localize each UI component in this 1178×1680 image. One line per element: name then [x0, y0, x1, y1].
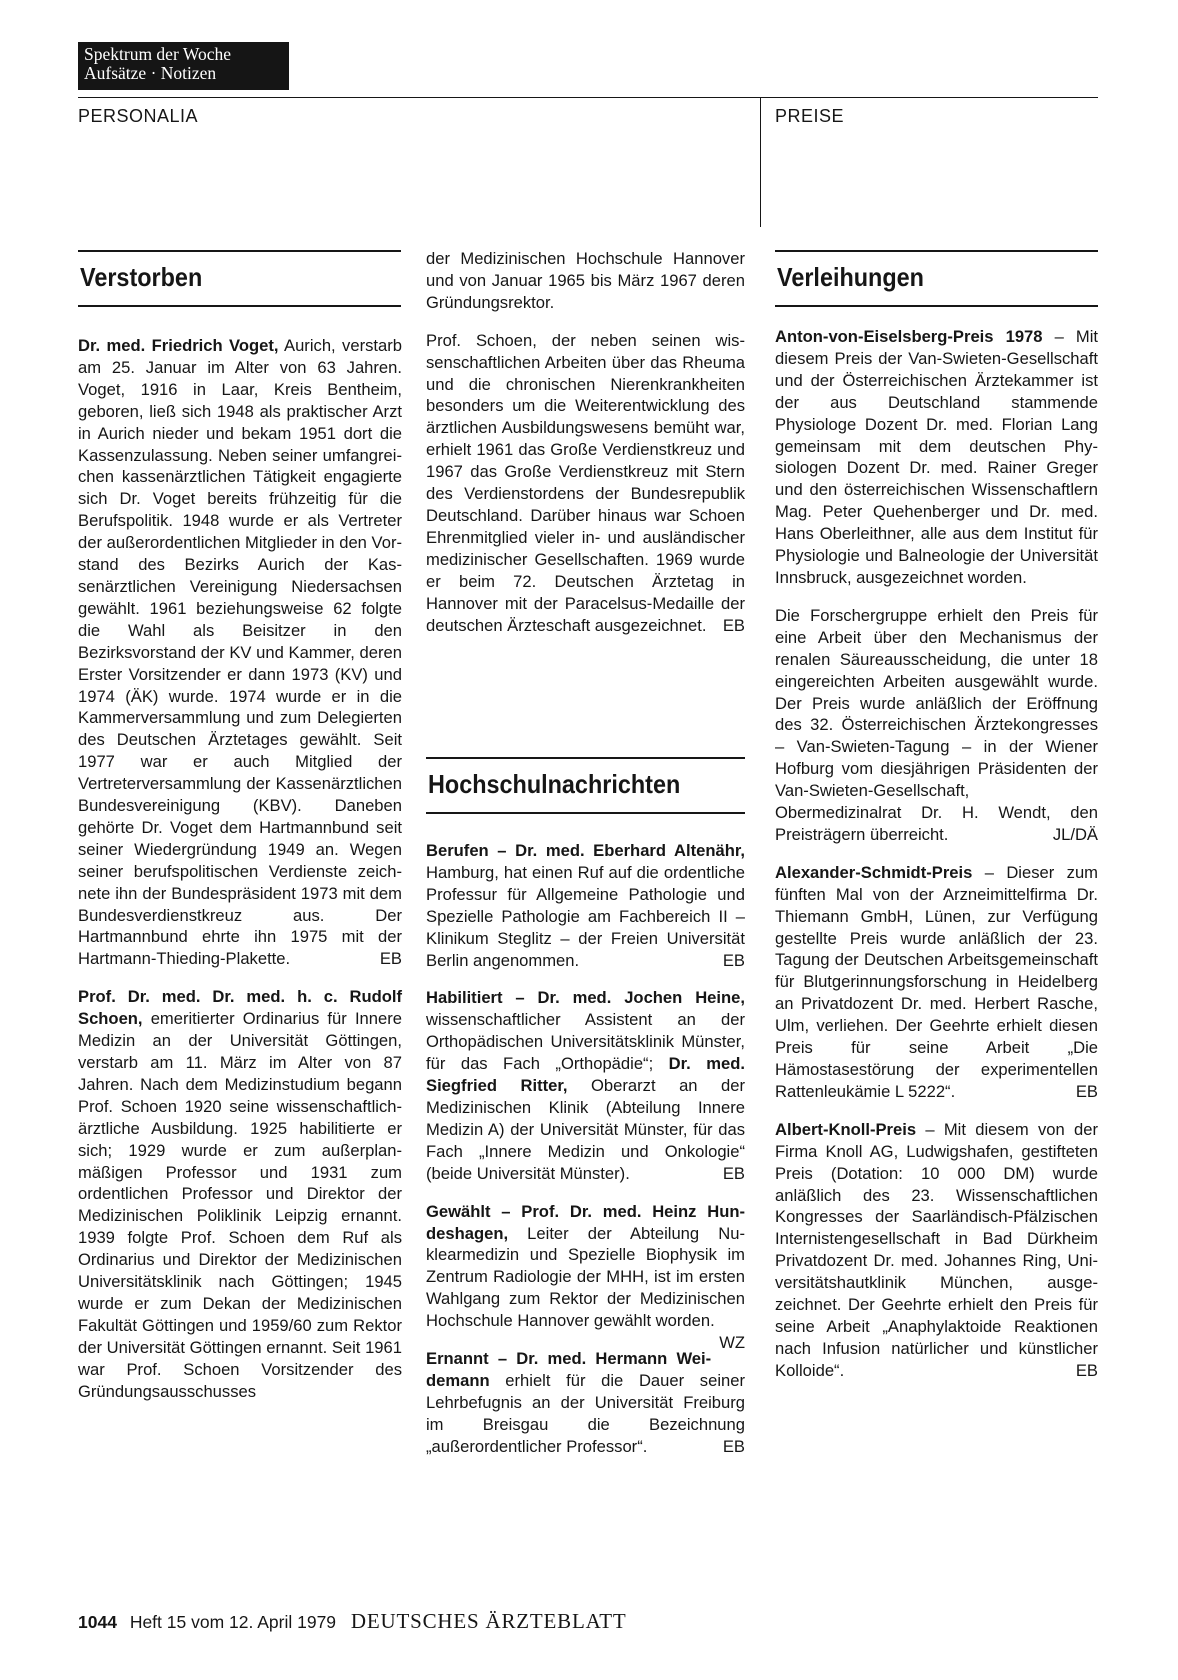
section-label-preise: PREISE [775, 106, 845, 126]
section-label-personalia: PERSONALIA [78, 106, 199, 126]
author-initials: EB [1075, 1081, 1098, 1101]
article-body: – Dieser zum fünften Mal von der Arzneimittelfirma Dr. Thiemann GmbH, Lünen, zur Verfügung gestellte Preis wurde anläßlich der 23. Tagung der Deutschen Arbeitsgemeinschaft für Blutgerinnungsforschung in Heidelberg an Privatdozent Dr. med. Herbert Rasche, Ulm, verliehen. Der Geehrte erhielt diesen Preis für seine Arbeit „Die Hämostasestörung der experimentellen Rattenleukämie L 5222“. [775, 862, 1098, 1101]
article-body: erhielt für die Dauer seiner Lehrbefugnis an der Universität Freiburg im Breisgau die Bezeichnung „außerordentlicher Professor“. [426, 1370, 745, 1456]
article-eiselsberg-preis [775, 326, 1098, 589]
author-initials: EB [722, 1163, 745, 1183]
article-body-2: Oberarzt an der Medizinischen Klinik (Abteilung Innere Medizin A) der Universität Münster, für das Fach „Innere Medizin und Onkologie“ (beide Universität Münster). [426, 1076, 746, 1183]
column-1 [78, 335, 402, 1419]
page-number: 1044 [78, 1612, 117, 1632]
article-body: – Mit diesem Preis der Van-Swieten-Gesellschaft und der Österreichischen Ärztekammer ist der aus Deutschland stammende Physiologe Dozent Dr. med. Florian Lang gemeinsam mit dem deutschen Physiologen Dozent Dr. med. Rainer Greger und den österreichischen Wissenschaftlern Mag. Peter Quehenberger und Dr. med. Hans Oberleithner, alle aus dem Institut für Physiologie und Balneologie der Universität Innsbruck, ausgezeichnet worden. [775, 327, 1098, 587]
article-schoen-honors [426, 330, 745, 637]
author-initials: EB [722, 615, 745, 635]
article-body: Hamburg, hat einen Ruf auf die ordentliche Professur für Allgemeine Pathologie und Spezielle Pathologie am Fachbereich II – Klinikum Steglitz – der Freien Universität Berlin angenommen. [426, 862, 745, 970]
article-body: der Medizinischen Hochschule Hannover und von Januar 1965 bis März 1967 deren Gründungsrektor. [426, 249, 745, 312]
article-body: Prof. Schoen, der neben seinen wissenschaftlichen Arbeiten über das Rheuma und die chronischen Nierenkrankheiten besonders um die Weiterentwicklung des ärztlichen Ausbildungswesens bemüht war, erhielt 1961 das Große Verdienstkreuz und 1967 das Große Verdienstkreuz mit Stern des Verdienstordens der Bundesrepublik Deutschland. Darüber hinaus war Schoen Ehrenmitglied vieler in- und ausländischer medizinischer Gesellschaften. 1969 wurde er beim 72. Deutschen Ärztetag in Hannover mit der Paracelsus-Medaille der deutschen Ärzteschaft ausgezeichnet. [426, 330, 745, 635]
article-schoen [78, 986, 402, 1402]
article-body: emeritierter Ordinarius für Innere Medizin an der Universität Göttingen, verstarb am 11. März im Alter von 87 Jahren. Nach dem Medizinstudium begann Prof. Schoen 1920 seine wissenschaftlich-ärztliche Ausbildung. 1925 habilitierte er sich; 1929 wurde er zum außerplanmäßigen Professor und 1931 zum ordentlichen Professor und Direktor der Medizinischen Poliklinik Leipzig ernannt. 1939 folgte Prof. Schoen dem Ruf als Ordinarius und Direktor der Medizinischen Universitätsklinik nach Göttingen; 1945 wurde er zum Dekan der Medizinischen Fakultät Göttingen und 1959/60 zum Rektor der Universität Göttingen ernannt. Seit 1961 war Prof. Schoen Vorsitzender des Gründungsausschusses [78, 1009, 402, 1401]
heading-hochschulnachrichten: Hochschulnachrichten [428, 769, 681, 799]
page-footer [78, 1609, 627, 1634]
author-initials: EB [1075, 1360, 1098, 1380]
article-body: wissenschaftlicher Assistent an der Orthopädischen Universitätsklinik Münster, für das Fach „Orthopädie“; [426, 1010, 745, 1074]
article-berufen [426, 840, 745, 971]
masthead-line-2: Aufsätze · Notizen [84, 63, 217, 83]
heading-rule-top [775, 250, 1098, 252]
author-initials: EB [379, 949, 402, 969]
journal-name: DEUTSCHES ÄRZTEBLATT [350, 1609, 627, 1633]
heading-rule-bottom [775, 305, 1098, 307]
article-lead: Alexander-Schmidt-Preis [775, 862, 973, 882]
article-lead: Prof. Dr. med. Dr. med. h. c. Rudolf Schoen, [78, 987, 402, 1029]
article-body: Leiter der Abteilung Nuklearmedizin und Spezielle Biophysik im Zentrum Radiologie der MHH, ist im ersten Wahlgang zum Rektor der Medizinischen Hochschule Hannover gewählt worden. [426, 1223, 745, 1331]
column-3 [775, 326, 1098, 1398]
article-body: – Mit diesem von der Firma Knoll AG, Ludwigshafen, gestifteten Preis (Dotation: 10 000 DM) wurde anläßlich des 23. Wissenschaftlichen Kongresses der Saarländisch-Pfälzischen Internistengesellschaft in Bad Dürkheim Privatdozent Dr. med. Johannes Ring, Universitätshautklinik München, ausgezeichnet. Der Geehrte erhielt den Preis für seine Arbeit „Anaphylaktoide Reaktionen nach Infusion natürlicher und künstlicher Kolloide“. [775, 1119, 1098, 1380]
column-divider-vertical [760, 97, 761, 227]
article-lead: Ernannt – Dr. med. Hermann Weidemann [426, 1349, 712, 1390]
article-lead: Berufen – Dr. med. Eberhard Altenähr, [426, 841, 745, 860]
author-initials: JL/DÄ [1052, 824, 1098, 844]
article-lead: Gewählt – Prof. Dr. med. Heinz Hundeshagen, [426, 1201, 745, 1243]
article-voget [78, 335, 402, 970]
masthead [78, 42, 289, 90]
article-ernannt [426, 1348, 745, 1458]
author-initials: EB [722, 1436, 745, 1456]
heading-rule-bottom [426, 812, 745, 814]
top-rule [78, 97, 1098, 98]
article-forschergruppe [775, 605, 1098, 846]
article-lead-2: Dr. med. Siegfried Ritter, [426, 1054, 745, 1096]
article-lead: Albert-Knoll-Preis [775, 1119, 917, 1139]
article-body: Die Forschergruppe erhielt den Preis für eine Arbeit über den Mechanismus der renalen Säureausscheidung, die unter 18 eingereichten Arbeiten ausgewählt wurde. Der Preis wurde anläßlich der Eröffnung des 32. Österreichischen Ärztekongresses – Van-Swieten-Tagung – in der Wiener Hofburg vom diesjährigen Präsidenten der Van-Swieten-Gesellschaft, Obermedizinalrat Dr. H. Wendt, den Preisträgern überreicht. [775, 605, 1098, 844]
article-knoll-preis [775, 1119, 1098, 1382]
heading-verstorben: Verstorben [80, 262, 203, 292]
author-initials: EB [722, 950, 745, 970]
article-lead: Anton-von-Eiselsberg-Preis 1978 [775, 327, 1043, 346]
article-schmidt-preis [775, 862, 1098, 1103]
heading-rule-top [426, 757, 745, 759]
article-habilitiert [426, 987, 745, 1184]
article-gewaehlt [426, 1201, 745, 1353]
article-lead: Dr. med. Friedrich Voget, [78, 336, 279, 355]
heading-rule-bottom [78, 305, 401, 307]
heading-verleihungen: Verleihungen [777, 262, 924, 292]
article-schoen-continued [426, 248, 745, 314]
column-2 [426, 248, 745, 652]
column-2-lower [426, 840, 745, 1474]
masthead-line-1: Spektrum der Woche [84, 44, 231, 64]
author-initials: WZ [719, 1333, 745, 1353]
article-lead: Habilitiert – Dr. med. Jochen Heine, [426, 988, 745, 1008]
issue-info: Heft 15 vom 12. April 1979 [129, 1612, 337, 1632]
heading-rule-top [78, 250, 401, 252]
article-body: Aurich, verstarb am 25. Januar im Alter von 63 Jahren. Voget, 1916 in Laar, Kreis Bentheim, geboren, ließ sich 1948 als praktischer Arzt in Aurich nieder und bekam 1951 dort die Kassenzulassung. Neben seiner umfangreichen kassenärztlichen Tätigkeit engagierte sich Dr. Voget bereits frühzeitig für die Berufspolitik. 1948 wurde er als Vertreter der außerordentlichen Mitglieder in den Vorstand des Bezirks Aurich der Kassenärztlichen Vereinigung Niedersachsen gewählt. 1961 beziehungsweise 62 folgte die Wahl als Beisitzer in den Bezirksvorstand der KV und Kammer, deren Erster Vorsitzender er dann 1973 (KV) und 1974 (ÄK) wurde. 1974 wurde er in die Kammerversammlung und zum Delegierten des Deutschen Ärztetages gewählt. Seit 1977 war er auch Mitglied der Vertreterversammlung der Kassenärztlichen Bundesvereinigung (KBV). Daneben gehörte Dr. Voget dem Hartmannbund seit seiner Wiedergründung 1949 an. Wegen seiner berufspolitischen Verdienste zeichnete ihn der Bundespräsident 1973 mit dem Bundesverdienstkreuz aus. Der Hartmannbund ehrte ihn 1975 mit der Hartmann-Thieding-Plakette. [78, 336, 402, 969]
